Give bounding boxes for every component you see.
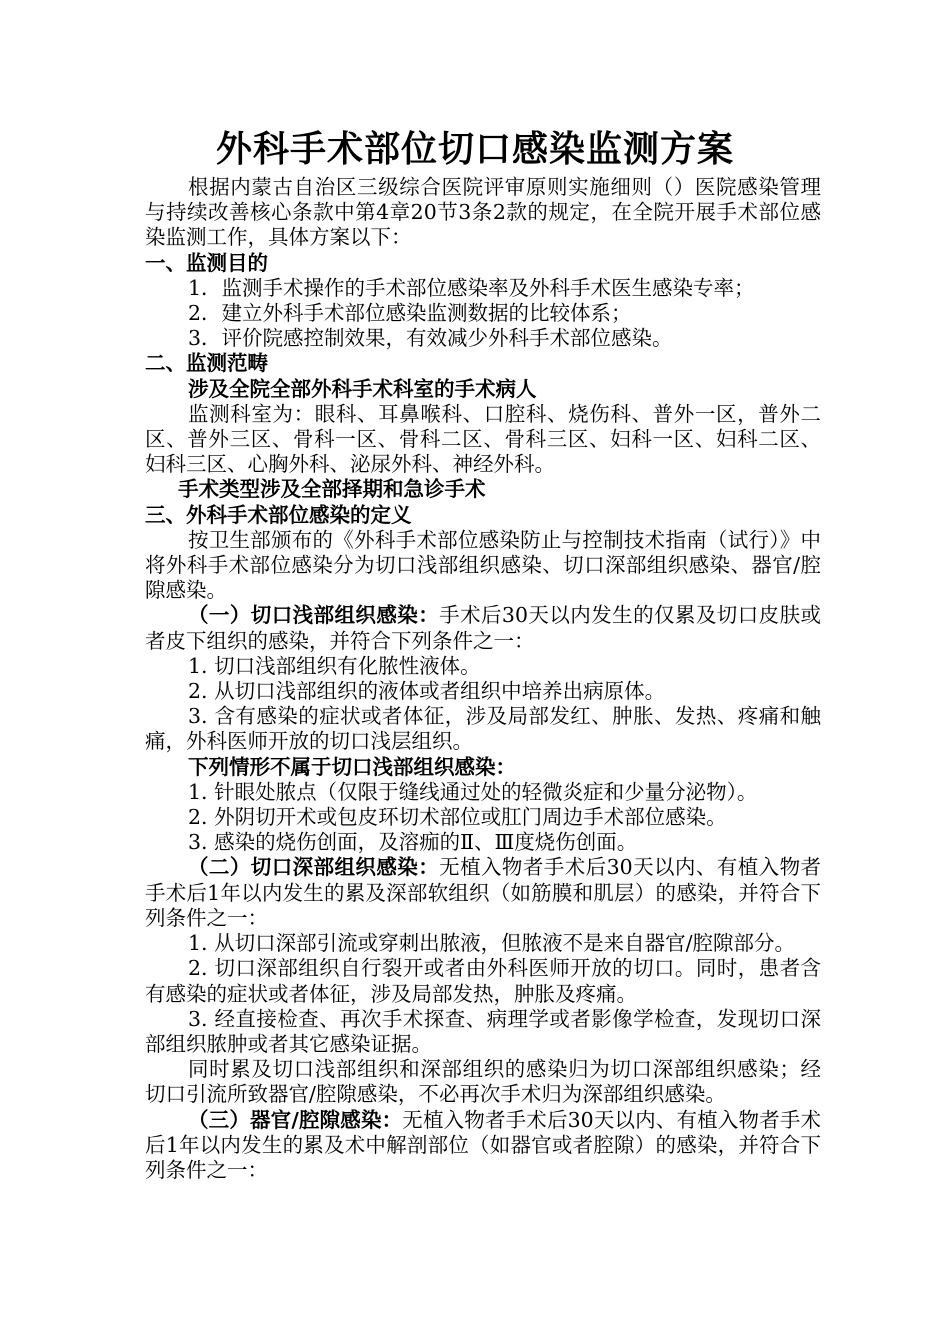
exclusion-heading: 下列情形不属于切口浅部组织感染：: [188, 754, 516, 779]
superficial-criterion: 2. 从切口浅部组织的液体或者组织中培养出病原体。: [188, 679, 666, 704]
document-title: 外科手术部位切口感染监测方案: [215, 129, 734, 170]
deep-criterion: 3. 经直接检查、再次手术探查、病理学或者影像学检查，发现切口深部组织脓肿或者其它感染证据。: [145, 1006, 821, 1056]
deep-criterion: 2. 切口深部组织自行裂开或者由外科医师开放的切口。同时，患者含有感染的症状或者体征，涉及局部发热，肿胀及疼痛。: [145, 956, 821, 1006]
deep-infection-paragraph: [145, 855, 821, 931]
exclusion-item: 2. 外阴切开术或包皮环切术部位或肛门周边手术部位感染。: [188, 805, 727, 830]
organ-infection-text: 无植入物者手术后30天以内、有植入物者手术后1年以内发生的累及术中解剖部位（如器官或者腔隙）的感染，并符合下列条件之一：: [145, 1107, 821, 1182]
superficial-infection-label: （一）切口浅部组织感染：: [188, 603, 440, 628]
intro-paragraph: 根据内蒙古自治区三级综合医院评审原则实施细则（）医院感染管理与持续改善核心条款中第4章20节3条2款的规定，在全院开展手术部位感染监测工作，具体方案以下：: [145, 175, 821, 250]
section1-heading: 一、监测目的: [145, 250, 268, 275]
section2-departments: 监测科室为：眼科、耳鼻喉科、口腔科、烧伤科、普外一区，普外二区、普外三区、骨科一区、骨科二区、骨科三区、妇科一区、妇科二区、妇科三区、心胸外科、泌尿外科、神经外科。: [145, 401, 821, 477]
exclusion-item: 1. 针眼处脓点（仅限于缝线通过处的轻微炎症和少量分泌物）。: [188, 779, 758, 804]
document-body: [145, 175, 821, 1183]
section2-heading: 二、监测范畴: [145, 351, 268, 376]
section1-item: 2．建立外科手术部位感染监测数据的比较体系；: [188, 301, 632, 326]
section3-intro: 按卫生部颁布的《外科手术部位感染防止与控制技术指南（试行）》中将外科手术部位感染分为切口浅部组织感染、切口深部组织感染、器官/腔隙感染。: [145, 527, 821, 603]
deep-criterion: 1. 从切口深部引流或穿刺出脓液，但脓液不是来自器官/腔隙部分。: [188, 931, 795, 956]
exclusion-item: 3. 感染的烧伤创面，及溶痂的Ⅱ、Ⅲ度烧伤创面。: [188, 830, 638, 855]
superficial-criterion: 3. 含有感染的症状或者体征，涉及局部发红、肿胀、发热、疼痛和触痛，外科医师开放的切口浅层组织。: [145, 704, 821, 754]
section2-subheading: 涉及全院全部外科手术科室的手术病人: [188, 376, 537, 401]
deep-infection-label: （二）切口深部组织感染：: [188, 855, 440, 880]
section2-surgery-type: 手术类型涉及全部择期和急诊手术: [178, 477, 486, 502]
deep-infection-text: 无植入物者手术后30天以内、有植入物者手术后1年以内发生的累及深部软组织（如筋膜和肌层）的感染，并符合下列条件之一：: [145, 855, 821, 930]
section1-item: 1．监测手术操作的手术部位感染率及外科手术医生感染专率；: [188, 275, 755, 300]
organ-infection-paragraph: [145, 1108, 821, 1184]
section1-item: 3．评价院感控制效果，有效减少外科手术部位感染。: [188, 326, 673, 351]
superficial-infection-paragraph: [145, 603, 821, 653]
section3-heading: 三、外科手术部位感染的定义: [145, 502, 412, 527]
organ-infection-label: （三）器官/腔隙感染：: [188, 1107, 403, 1132]
superficial-criterion: 1. 切口浅部组织有化脓性液体。: [188, 653, 481, 678]
deep-note: 同时累及切口浅部组织和深部组织的感染归为切口深部组织感染；经切口引流所致器官/腔隙感染，不必再次手术归为深部组织感染。: [145, 1057, 821, 1107]
superficial-infection-text: 手术后30天以内发生的仅累及切口皮肤或者皮下组织的感染，并符合下列条件之一：: [145, 603, 821, 653]
